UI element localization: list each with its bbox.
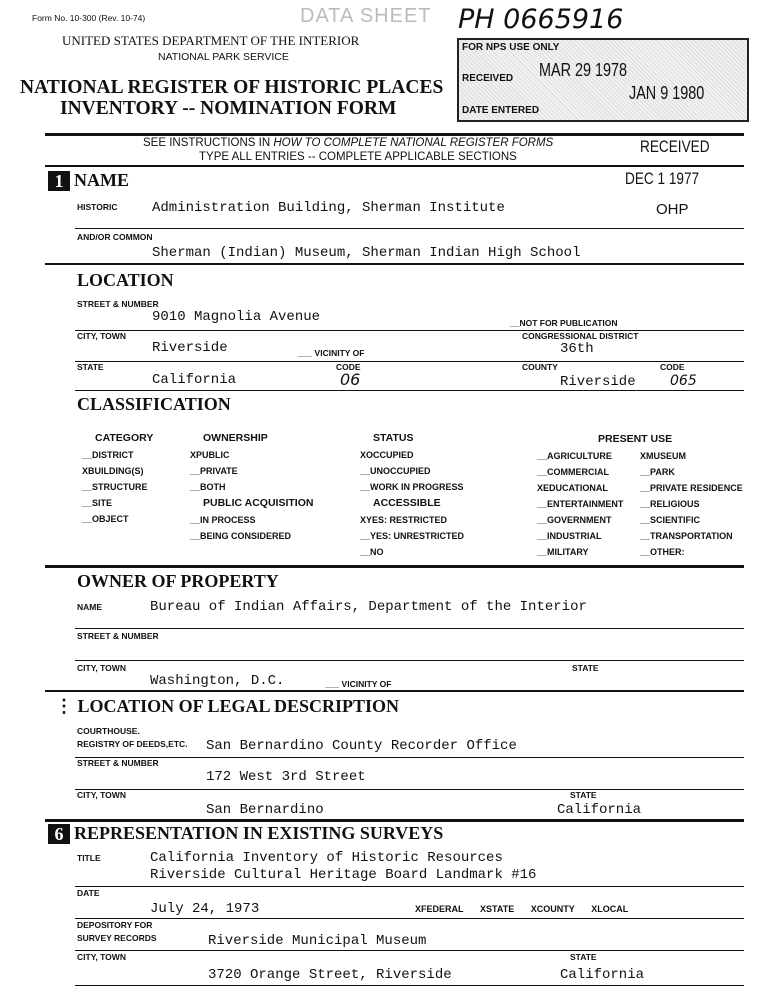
- historic-label: HISTORIC: [77, 202, 118, 212]
- divider: [45, 819, 744, 822]
- congressional-value: 36th: [560, 341, 594, 357]
- state-code: 06: [340, 370, 361, 389]
- surveys-heading: [48, 824, 443, 844]
- instructions-text: SEE INSTRUCTIONS IN: [143, 137, 274, 149]
- acquisition-title: PUBLIC ACQUISITION: [203, 497, 314, 509]
- owner-vicinity: ___ VICINITY OF: [325, 679, 392, 689]
- survey-title-1: California Inventory of Historic Resources: [150, 850, 503, 866]
- present-use-option[interactable]: __INDUSTRIAL: [537, 531, 602, 541]
- section-name-heading: [48, 171, 129, 191]
- owner-city: Washington, D.C.: [150, 673, 285, 689]
- category-option[interactable]: XBUILDING(S): [82, 466, 144, 476]
- present-use-option[interactable]: __PRIVATE RESIDENCE: [640, 483, 743, 493]
- second-date: JAN 9 1980: [629, 83, 705, 103]
- accessible-option[interactable]: __YES: UNRESTRICTED: [360, 531, 465, 541]
- status-option[interactable]: __WORK IN PROGRESS: [360, 482, 464, 492]
- faded-stamp: DATA SHEET: [300, 5, 432, 27]
- divider: [75, 390, 744, 391]
- divider: [45, 263, 744, 265]
- divider: [75, 789, 744, 790]
- owner-city-label: CITY, TOWN: [77, 663, 126, 673]
- category-option[interactable]: __STRUCTURE: [82, 482, 148, 492]
- level-state[interactable]: XSTATE: [480, 904, 515, 914]
- section-number: 6: [48, 824, 70, 844]
- survey-levels: [415, 905, 628, 914]
- service-name: NATIONAL PARK SERVICE: [158, 51, 289, 63]
- instructions-line1: [143, 138, 553, 150]
- category-title: CATEGORY: [95, 432, 154, 444]
- ohp-mark: OHP: [656, 201, 689, 218]
- legal-street-label: STREET & NUMBER: [77, 758, 159, 768]
- stamp-id: PH 0665916: [458, 4, 624, 35]
- present-use-title: PRESENT USE: [598, 433, 673, 445]
- state-value: California: [152, 372, 237, 388]
- divider: [75, 628, 744, 629]
- owner-state-label: STATE: [572, 663, 599, 673]
- divider: [75, 950, 744, 951]
- section-number: 1: [48, 171, 70, 191]
- ownership-option[interactable]: __PRIVATE: [190, 466, 238, 476]
- category-option[interactable]: __OBJECT: [82, 514, 129, 524]
- survey-city-label: CITY, TOWN: [77, 952, 126, 962]
- section-title: REPRESENTATION IN EXISTING SURVEYS: [74, 823, 444, 843]
- acquisition-option[interactable]: __IN PROCESS: [190, 515, 256, 525]
- owner-name-label: NAME: [77, 602, 103, 612]
- present-use-option[interactable]: __COMMERCIAL: [537, 467, 610, 477]
- historic-name: Administration Building, Sherman Institute: [152, 200, 505, 216]
- courthouse-label: COURTHOUSE.: [77, 726, 140, 736]
- city-value: Riverside: [152, 340, 228, 356]
- legal-state: California: [557, 802, 642, 818]
- survey-state: California: [560, 967, 645, 983]
- acquisition-option[interactable]: __BEING CONSIDERED: [190, 531, 292, 541]
- present-use-option[interactable]: __ENTERTAINMENT: [537, 499, 624, 509]
- divider: [75, 918, 744, 919]
- divider: [45, 133, 744, 136]
- present-use-option[interactable]: __AGRICULTURE: [537, 451, 612, 461]
- owner-heading: OWNER OF PROPERTY: [77, 571, 279, 591]
- level-local[interactable]: XLOCAL: [591, 904, 629, 914]
- not-for-publication: __NOT FOR PUBLICATION: [510, 318, 618, 328]
- received-stamp: RECEIVED: [640, 137, 710, 156]
- nps-use-box: [457, 38, 749, 122]
- survey-city: 3720 Orange Street, Riverside: [208, 967, 452, 983]
- present-use-option[interactable]: __TRANSPORTATION: [640, 531, 733, 541]
- level-federal[interactable]: XFEDERAL: [415, 904, 464, 914]
- divider: [75, 660, 744, 661]
- present-use-option[interactable]: XMUSEUM: [640, 451, 687, 461]
- level-county[interactable]: XCOUNTY: [530, 904, 575, 914]
- legal-heading: ⋮ LOCATION OF LEGAL DESCRIPTION: [55, 696, 400, 716]
- congressional-label: CONGRESSIONAL DISTRICT: [522, 331, 639, 341]
- classification-heading: CLASSIFICATION: [77, 394, 231, 414]
- survey-date: July 24, 1973: [150, 901, 260, 917]
- form-title-line2: INVENTORY -- NOMINATION FORM: [60, 98, 397, 119]
- status-option[interactable]: __UNOCCUPIED: [360, 466, 431, 476]
- legal-heading-text: LOCATION OF LEGAL DESCRIPTION: [77, 696, 400, 716]
- common-label: AND/OR COMMON: [77, 232, 153, 242]
- divider: [75, 985, 744, 986]
- divider: [45, 690, 744, 692]
- category-option[interactable]: __DISTRICT: [82, 450, 134, 460]
- present-use-option[interactable]: XEDUCATIONAL: [537, 483, 608, 493]
- accessible-option[interactable]: XYES: RESTRICTED: [360, 515, 448, 525]
- county-label: COUNTY: [522, 362, 558, 372]
- status-title: STATUS: [373, 432, 414, 444]
- depository-value: Riverside Municipal Museum: [208, 933, 427, 949]
- owner-name: Bureau of Indian Affairs, Department of the Interior: [150, 599, 587, 615]
- form-title-line1: NATIONAL REGISTER OF HISTORIC PLACES: [20, 77, 444, 98]
- present-use-option[interactable]: __OTHER:: [640, 547, 685, 557]
- common-name: Sherman (Indian) Museum, Sherman Indian High School: [152, 245, 581, 261]
- date-entered-label: DATE ENTERED: [462, 105, 540, 116]
- category-option[interactable]: __SITE: [82, 498, 113, 508]
- survey-state-label: STATE: [570, 952, 597, 962]
- state-label: STATE: [77, 362, 104, 372]
- form-number: Form No. 10-300 (Rev. 10-74): [32, 13, 146, 23]
- ownership-title: OWNERSHIP: [203, 432, 268, 444]
- section-title: NAME: [74, 170, 129, 190]
- instructions-link-text: HOW TO COMPLETE NATIONAL REGISTER FORMS: [273, 137, 554, 149]
- present-use-option[interactable]: __RELIGIOUS: [640, 499, 700, 509]
- status-option[interactable]: XOCCUPIED: [360, 450, 414, 460]
- ownership-option[interactable]: __BOTH: [190, 482, 226, 492]
- survey-title-label: TITLE: [77, 853, 101, 863]
- present-use-option[interactable]: __SCIENTIFIC: [640, 515, 701, 525]
- location-heading: LOCATION: [77, 270, 174, 290]
- ownership-option[interactable]: XPUBLIC: [190, 450, 230, 460]
- owner-street-label: STREET & NUMBER: [77, 631, 159, 641]
- courthouse-value: San Bernardino County Recorder Office: [206, 738, 517, 754]
- divider: [45, 165, 744, 167]
- present-use-option[interactable]: __GOVERNMENT: [537, 515, 612, 525]
- street-value: 9010 Magnolia Avenue: [152, 309, 321, 325]
- present-use-option[interactable]: __MILITARY: [537, 547, 589, 557]
- department-name: UNITED STATES DEPARTMENT OF THE INTERIOR: [62, 33, 360, 48]
- county-code-label: CODE: [660, 362, 685, 372]
- vicinity-label: ___ VICINITY OF: [298, 348, 365, 358]
- divider: [75, 330, 744, 331]
- city-label: CITY, TOWN: [77, 331, 126, 341]
- county-code: 065: [670, 373, 697, 389]
- divider: [75, 757, 744, 758]
- survey-date-label: DATE: [77, 888, 100, 898]
- code-label: CODE: [336, 362, 361, 372]
- legal-street: 172 West 3rd Street: [206, 769, 366, 785]
- received-date: MAR 29 1978: [539, 60, 628, 80]
- survey-title-2: Riverside Cultural Heritage Board Landmark #16: [150, 867, 537, 883]
- street-label: STREET & NUMBER: [77, 299, 159, 309]
- received-stamp-date: DEC 1 1977: [625, 169, 700, 188]
- divider: [75, 886, 744, 887]
- accessible-title: ACCESSIBLE: [373, 497, 441, 509]
- divider: [45, 565, 744, 568]
- accessible-option[interactable]: __NO: [360, 547, 384, 557]
- depository-label: DEPOSITORY FOR: [77, 920, 153, 930]
- nps-heading: FOR NPS USE ONLY: [462, 42, 560, 53]
- survey-records-label: SURVEY RECORDS: [77, 933, 157, 943]
- legal-city: San Bernardino: [206, 802, 324, 818]
- received-label: RECEIVED: [462, 73, 514, 84]
- legal-state-label: STATE: [570, 790, 597, 800]
- county-value: Riverside: [560, 374, 636, 390]
- divider: [75, 228, 744, 229]
- registry-label: REGISTRY OF DEEDS,ETC.: [77, 739, 188, 749]
- legal-city-label: CITY, TOWN: [77, 790, 126, 800]
- divider: [75, 361, 744, 362]
- instructions-line2: TYPE ALL ENTRIES -- COMPLETE APPLICABLE SECTIONS: [199, 151, 517, 163]
- present-use-option[interactable]: __PARK: [640, 467, 675, 477]
